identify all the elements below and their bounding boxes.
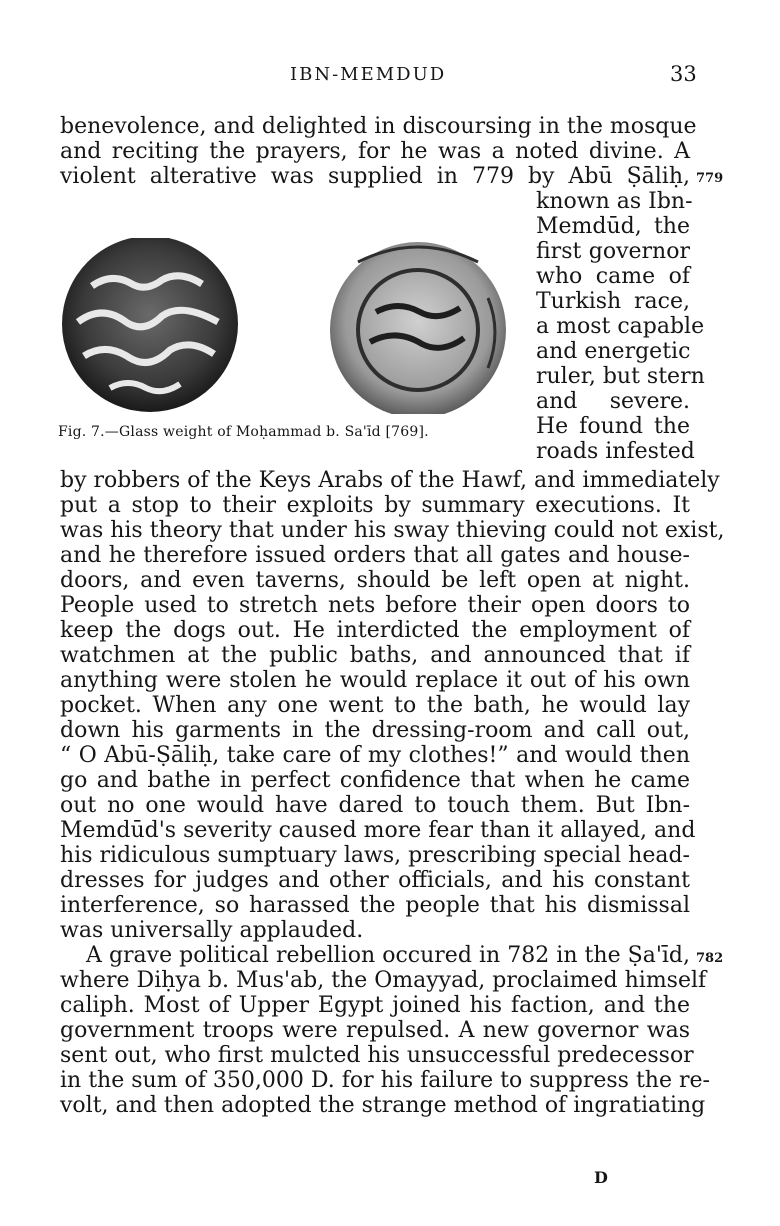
text-line: watchmen at the public baths, and announced that if [60,643,690,668]
text-line: He found the [536,414,690,439]
text-line: interference, so harassed the people that his dismissal [60,893,690,918]
text-line: caliph. Most of Upper Egypt joined his faction, and the [60,993,690,1018]
text-line: by robbers of the Keys Arabs of the Hawf, and immediately [60,468,720,493]
text-line: Memdūd, the [536,214,690,239]
running-title: IBN-MEMDUD [290,64,447,85]
text-line: violent alterative was supplied in 779 by Abū Ṣāliḥ, [60,164,690,189]
margin-note-year: 782 [696,951,724,966]
text-line: out no one would have dared to touch them. But Ibn- [60,793,690,818]
text-line: keep the dogs out. He interdicted the employment of [60,618,690,643]
text-line: benevolence, and delighted in discoursing in the mosque [60,114,697,139]
text-line: ruler, but stern [536,364,705,389]
text-line: dresses for judges and other officials, and his constant [60,868,690,893]
text-line: anything were stolen he would replace it out of his own [60,668,690,693]
text-line: was universally applauded. [60,918,364,943]
text-line: government troops were repulsed. A new governor was [60,1018,690,1043]
coin-light [330,242,506,414]
text-line: a most capable [536,314,705,339]
text-line: go and bathe in perfect confidence that when he came [60,768,690,793]
text-line: People used to stretch nets before their open doors to [60,593,690,618]
text-line: put a stop to their exploits by summary executions. It [60,493,690,518]
coin-dark [62,238,238,412]
text-line: and energetic [536,339,691,364]
glass-weight-figure [58,238,528,414]
text-line: known as Ibn- [536,189,693,214]
text-line: and reciting the prayers, for he was a noted divine. A [60,139,690,164]
page-number: 33 [670,62,697,86]
text-line: roads infested [536,439,695,464]
figure-caption: Fig. 7.—Glass weight of Moḥammad b. Sa'īd [769]. [58,424,429,440]
text-line: was his theory that under his sway thieving could not exist, [60,518,725,543]
text-line: his ridiculous sumptuary laws, prescribing special head- [60,843,690,868]
text-line: first governor [536,239,690,264]
text-line: and he therefore issued orders that all gates and house- [60,543,690,568]
text-line: “ O Abū-Ṣāliḥ, take care of my clothes!” and would then [60,743,690,768]
text-line: Memdūd's severity caused more fear than it allayed, and [60,818,696,843]
text-line: volt, and then adopted the strange method of ingratiating [60,1093,706,1118]
signature-mark: D [594,1168,608,1187]
text-line: where Diḥya b. Mus'ab, the Omayyad, proclaimed himself [60,968,707,993]
margin-note-year: 779 [696,171,724,186]
text-line: who came of [536,264,690,289]
text-line: A grave political rebellion occured in 782 in the Ṣa'īd, [86,943,690,968]
text-line: pocket. When any one went to the bath, he would lay [60,693,690,718]
text-line: in the sum of 350,000 D. for his failure to suppress the re- [60,1068,710,1093]
text-line: doors, and even taverns, should be left open at night. [60,568,690,593]
text-line: down his garments in the dressing-room and call out, [60,718,690,743]
text-line: sent out, who first mulcted his unsuccessful predecessor [60,1043,694,1068]
text-line: Turkish race, [536,289,690,314]
text-line: and severe. [536,389,690,414]
